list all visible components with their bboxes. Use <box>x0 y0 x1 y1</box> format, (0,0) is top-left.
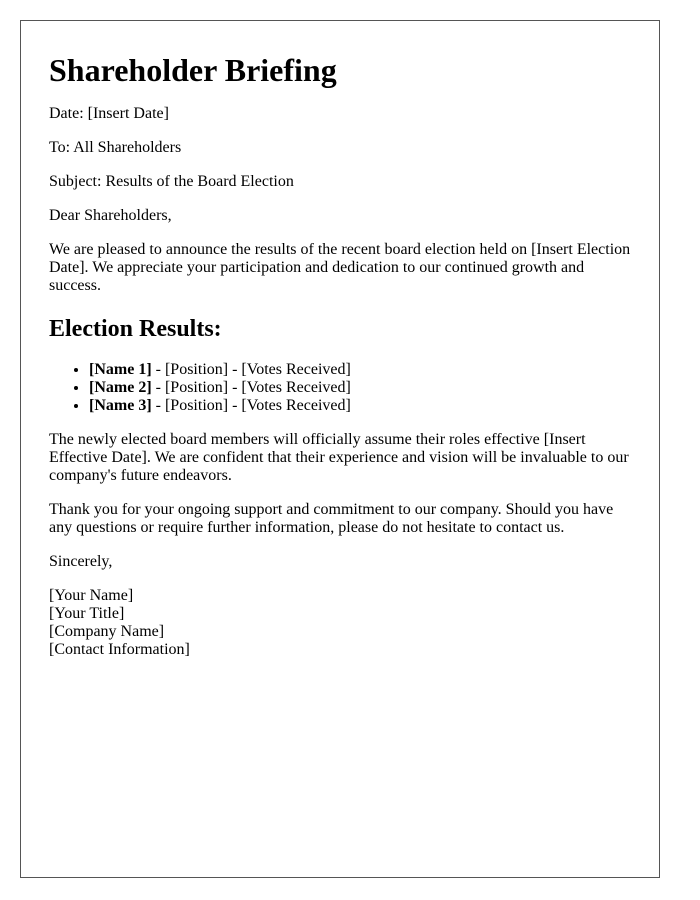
letter-page <box>20 20 660 878</box>
thanks-paragraph: Thank you for your ongoing support and commitment to our company. Should you have any questions or require further information, please do not hesitate to contact us. <box>49 501 614 536</box>
list-item <box>89 397 631 415</box>
signature-contact: [Contact Information] <box>49 641 190 658</box>
effective-paragraph: The newly elected board members will officially assume their roles effective [Insert Effective Date]. We are confident that their experience and vision will be invaluable to our company's future endeavors. <box>49 431 629 484</box>
date-line: Date: [Insert Date] <box>49 105 169 122</box>
salutation: Dear Shareholders, <box>49 207 172 224</box>
to-line: To: All Shareholders <box>49 139 182 156</box>
closing: Sincerely, <box>49 553 113 570</box>
candidate-name: [Name 1] <box>89 361 152 378</box>
candidate-detail: - [Position] - [Votes Received] <box>151 397 351 414</box>
candidate-name: [Name 3] <box>89 397 152 414</box>
results-list <box>49 361 631 415</box>
subject-line: Subject: Results of the Board Election <box>49 173 294 190</box>
list-item <box>89 361 631 379</box>
signature-name: [Your Name] <box>49 587 134 604</box>
signature-block <box>49 587 631 659</box>
results-heading: Election Results: <box>49 316 222 342</box>
signature-title: [Your Title] <box>49 605 125 622</box>
candidate-detail: - [Position] - [Votes Received] <box>151 379 351 396</box>
candidate-detail: - [Position] - [Votes Received] <box>151 361 351 378</box>
candidate-name: [Name 2] <box>89 379 152 396</box>
intro-paragraph: We are pleased to announce the results of the recent board election held on [Insert Election Date]. We appreciate your participation and dedication to our continued growth and success. <box>49 241 631 294</box>
signature-company: [Company Name] <box>49 623 165 640</box>
page-title: Shareholder Briefing <box>49 52 337 88</box>
list-item <box>89 379 631 397</box>
